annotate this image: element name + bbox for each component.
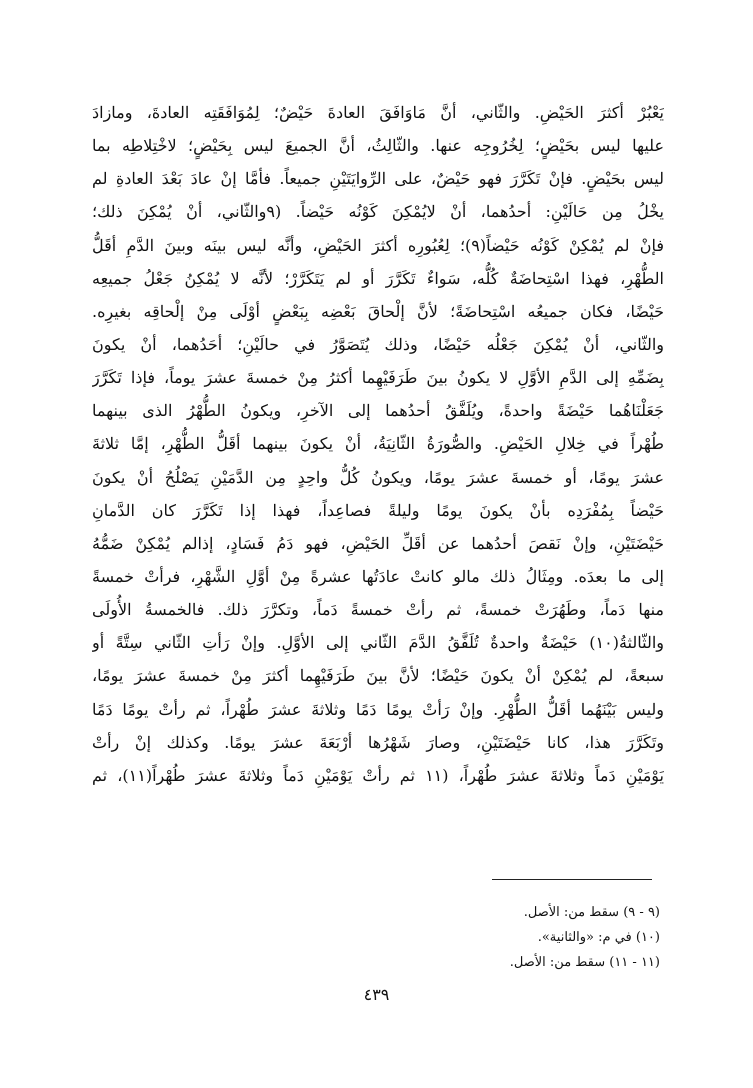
text-line: جَعَلْنَاهُما حَيْضَةً واحدةً، ويُلَفَّقُ أحدُهما إلى الآخرِ، ويكونُ الطُّهْرُ الذى بينهما	[92, 401, 664, 421]
text-line: عليها ليس بحَيْضٍ؛ لِخُرُوجِه عنها. والثّالِثُ، أنَّ الجميعَ ليس بِحَيْضٍ؛ لاخْتِلاطِه بما	[92, 136, 664, 156]
footnote: (٩ - ٩) سقط من: الأصل.	[523, 905, 660, 920]
text-line: حَيْضاً بِمُفْرَدِه بأنْ يكونَ يومًا وليلةً فصاعِداً، فهذا إذا تَكَرَّرَ كان الدَّمانِ	[92, 500, 664, 520]
text-line: وليس بَيْنَهُما أقَلُّ الطُّهْرِ. وإنْ رَأتْ يومًا دَمًا وثلاثةَ عشرَ طُهْراً، ثم رأتْ يومًا دَمًا	[92, 699, 664, 719]
footnote-divider	[492, 879, 652, 880]
text-line: حَيْضَتَيْنِ، وإنْ نَقصَ أحدُهما عن أقَلِّ الحَيْضِ، فهو دَمُ فَسَادٍ، إذالم يُمْكِنْ ضَمُّهُ	[92, 533, 664, 553]
main-text	[92, 96, 664, 792]
text-line: وتَكَرَّرَ هذا، كانا حَيْضَتَيْنِ، وصارَ شَهْرُها أرْبَعَةَ عشرَ يومًا. وكذلك إنْ رأتْ	[92, 732, 664, 752]
text-line: حَيْضًا، فكان جميعُه اسْتِحاضَةً؛ لأنَّ إلْحاقَ بَعْضِه بِبَعْضٍ أوْلَى مِنْ إلْحاقِه بغيرِه.	[92, 301, 664, 321]
footnote: (١١ - ١١) سقط من: الأصل.	[509, 955, 660, 970]
footnote: (١٠) في م: «والثانية».	[537, 930, 660, 945]
footnotes	[330, 900, 660, 975]
page-number: ٤٣٩	[363, 985, 390, 1004]
text-line: بِضَمِّهِ إلى الدَّمِ الأوَّلِ لا يكونُ بينَ طَرَفَيْهِما أكثرُ مِنْ خمسةَ عشرَ يوماً، فإذا تَكَرَّرَ	[92, 368, 664, 388]
text-line: طُهْراً في خِلالِ الحَيْضِ. والصُّورَةُ الثّانِيَةُ، أنْ يكونَ بينهما أقَلُّ الطُّهْرِ، إمَّا ثلاثةَ	[92, 434, 664, 454]
text-line: عشرَ يومًا، أو خمسةَ عشرَ يومًا، ويكونُ كُلُّ واحِدٍ مِن الدَّمَيْنِ يَصْلُحُ أنْ يكونَ	[92, 467, 664, 487]
text-line: والثّالثةُ(١٠) حَيْضَةٌ واحدةٌ تُلَفَّقُ الدَّمَ الثّاني إلى الأوَّلِ. وإنْ رَأتِ الثّاني سِتَّةً أو	[92, 633, 664, 653]
text-line: يخْلُ مِن حَالَيْنِ: أحدُهما، أنْ لايُمْكِنَ كَوْنُه حَيْضاً. (٩والثّاني، أنْ يُمْكِنَ ذلك؛	[92, 202, 664, 222]
text-line: الطُّهْرِ، فهذا اسْتِحاضَةٌ كُلُّه، سَواءٌ تَكَرَّرَ أو لم يَتَكَرَّرْ؛ لأنَّه لا يُمْكِنُ جَعْلُ جميعِه	[92, 268, 664, 288]
text-line: سبعةً، لم يُمْكِنْ أنْ يكونَ حَيْضًا؛ لأنَّ بينَ طَرَفَيْهِما أكثرَ مِنْ خمسةَ عشرَ يومًا،	[92, 666, 664, 686]
text-line: ليس بحَيْضٍ. فإنْ تَكَرَّرَ فهو حَيْضٌ، على الرِّوايَتَيْنِ جميعاً. فأمَّا إنْ عادَ بَعْدَ العادةِ لم	[92, 169, 664, 189]
text-line: إلى ما بعدَه. ومِثَالُ ذلك مالو كانتْ عادَتُها عشرةً مِنْ أوَّلِ الشَّهْرِ، فرأتْ خمسةً	[92, 566, 664, 586]
text-line: والثّاني، أنْ يُمْكِنَ جَعْلُه حَيْضًا، وذلك يُتَصَوَّرُ في حالَيْنِ؛ أحَدُهما، أنْ يكونَ	[92, 334, 664, 354]
text-line: منها دَماً، وطَهُرَتْ خمسةً، ثم رأتْ خمسةً دَماً، وتكرَّرَ ذلك. فالخمسةُ الأُولَى	[92, 600, 664, 620]
text-line: يَعْبُرْ أكثرَ الحَيْضِ. والثّاني، أنَّ مَاوَافَقَ العادةَ حَيْضٌ؛ لِمُوَافَقَتِه العادةَ، ومازادَ	[92, 103, 664, 122]
text-line: فإنْ لم يُمْكِنْ كَوْنُه حَيْضاً(٩)؛ لِعُبُورِه أكثرَ الحَيْضِ، وأنَّه ليس بينَه وبينَ الدَّمِ أقَلُّ	[92, 235, 664, 255]
text-line: يَوْمَيْنِ دَماً وثلاثةَ عشرَ طُهْراً، (١١ ثم رأتْ يَوْمَيْنِ دَماً وثلاثةَ عشرَ طُهْراً(١١)، ثم	[92, 765, 664, 785]
